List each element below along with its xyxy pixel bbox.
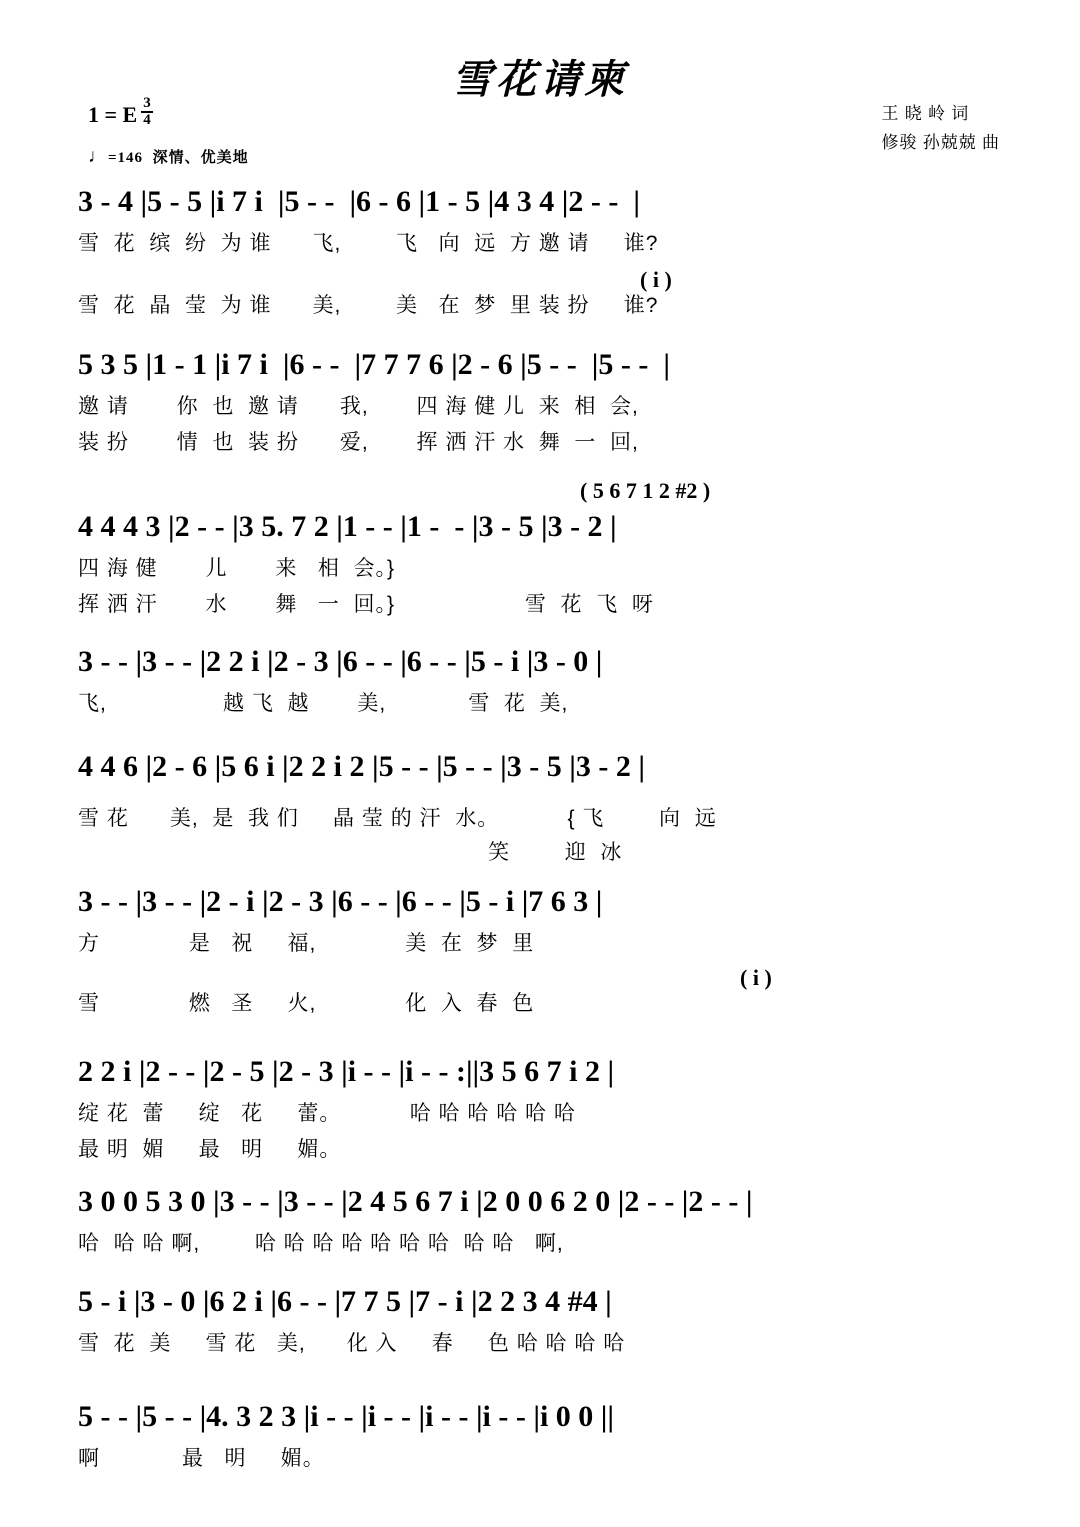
lyric-line: 雪 燃 圣 火, 化 入 春 色: [78, 992, 535, 1015]
lyric-line: 挥 洒 汗 水 舞 一 回。} 雪 花 飞 呀: [78, 593, 654, 616]
lyric-line: 绽 花 蕾 绽 花 蕾。 哈 哈 哈 哈 哈 哈: [78, 1102, 576, 1125]
note-row: 4 4 6 |2 - 6 |5 6 i |2 2 i 2 |5 - - |5 - - |3 - 5 |3 - 2 |: [78, 750, 645, 783]
lyricist-credit: 王 晓 岭 词: [881, 104, 970, 123]
lyric-line: 装 扮 情 也 装 扮 爱, 挥 洒 汗 水 舞 一 回,: [78, 431, 639, 454]
tempo-marking: [88, 146, 249, 168]
page-title: 雪花请柬: [452, 57, 628, 102]
note-row: 3 - - |3 - - |2 2 i |2 - 3 |6 - - |6 - - |5 - i |3 - 0 |: [78, 645, 603, 678]
lyric-line: 最 明 媚 最 明 媚。: [78, 1138, 342, 1161]
time-signature: $\frac{3}{4}$: [143, 95, 151, 128]
music-system-3: [0, 478, 1080, 618]
lyric-line: 方 是 祝 福, 美 在 梦 里: [78, 932, 535, 955]
music-system-7: [0, 1055, 1080, 1163]
note-row: 5 3 5 |1 - 1 |i 7 i |6 - - |7 7 7 6 |2 - 6 |5 - - |5 - - |: [78, 348, 670, 381]
ornament-group: ( 5 6 7 1 2 #2 ): [580, 478, 711, 503]
quarter-note-icon: ♩: [88, 146, 108, 167]
lyric-line: 邀 请 你 也 邀 请 我, 四 海 健 儿 来 相 会,: [78, 395, 639, 418]
music-system-2: [0, 348, 1080, 456]
note-row: 5 - - |5 - - |4. 3 2 3 |i - - |i - - |i - - |i - - |i 0 0 ||: [78, 1400, 615, 1433]
note-row: 5 - i |3 - 0 |6 2 i |6 - - |7 7 5 |7 - i |2 2 3 4 #4 |: [78, 1285, 612, 1318]
lyric-line: 笑 迎 冰: [78, 841, 623, 864]
lyric-line: 雪 花 美 雪 花 美, 化 入 春 色 哈 哈 哈 哈: [78, 1332, 626, 1355]
lyric-line: 雪 花 美, 是 我 们 晶 莹 的 汗 水。 { 飞 向 远: [78, 807, 717, 830]
lyric-line: 雪 花 缤 纷 为 谁 飞, 飞 向 远 方 邀 请 谁?: [78, 232, 659, 255]
composer-credit: 修骏 孙兢兢 曲: [881, 132, 1000, 152]
expression-marking: 深情、优美地: [152, 150, 249, 166]
lyric-line: 四 海 健 儿 来 相 会。}: [78, 557, 396, 580]
music-system-6: [0, 885, 1080, 1017]
ornament-note: ( i ): [740, 965, 772, 990]
music-system-10: [0, 1400, 1080, 1472]
lyric-line: 啊 最 明 媚。: [78, 1447, 325, 1470]
music-system-1: [0, 185, 1080, 319]
music-system-9: [0, 1285, 1080, 1357]
note-row: 4 4 4 3 |2 - - |3 5. 7 2 |1 - - |1 - - |3 - 5 |3 - 2 |: [78, 510, 617, 543]
credits: [882, 100, 1001, 158]
note-row: 3 - - |3 - - |2 - i |2 - 3 |6 - - |6 - - |5 - i |7 6 3 |: [78, 885, 603, 918]
music-system-5: [0, 750, 1080, 866]
ornament-note: ( i ): [640, 267, 672, 292]
note-row: 3 0 0 5 3 0 |3 - - |3 - - |2 4 5 6 7 i |2 0 0 6 2 0 |2 - - |2 - - |: [78, 1185, 753, 1218]
lyric-line: 飞, 越 飞 越 美, 雪 花 美,: [78, 692, 569, 715]
music-system-4: [0, 645, 1080, 717]
lyric-line: 雪 花 晶 莹 为 谁 美, 美 在 梦 里 装 扮 谁?: [78, 294, 659, 317]
key-signature-block: [88, 96, 153, 128]
key-signature: 1 = E: [88, 102, 138, 127]
note-row: 2 2 i |2 - - |2 - 5 |2 - 3 |i - - |i - - :||3 5 6 7 i 2 |: [78, 1055, 615, 1088]
lyric-line: 哈 哈 哈 啊, 哈 哈 哈 哈 哈 哈 哈 哈 哈 啊,: [78, 1232, 564, 1255]
note-row: 3 - 4 |5 - 5 |i 7 i |5 - - |6 - 6 |1 - 5 |4 3 4 |2 - - |: [78, 185, 640, 218]
music-system-8: [0, 1185, 1080, 1257]
tempo-value: =146: [108, 150, 144, 166]
